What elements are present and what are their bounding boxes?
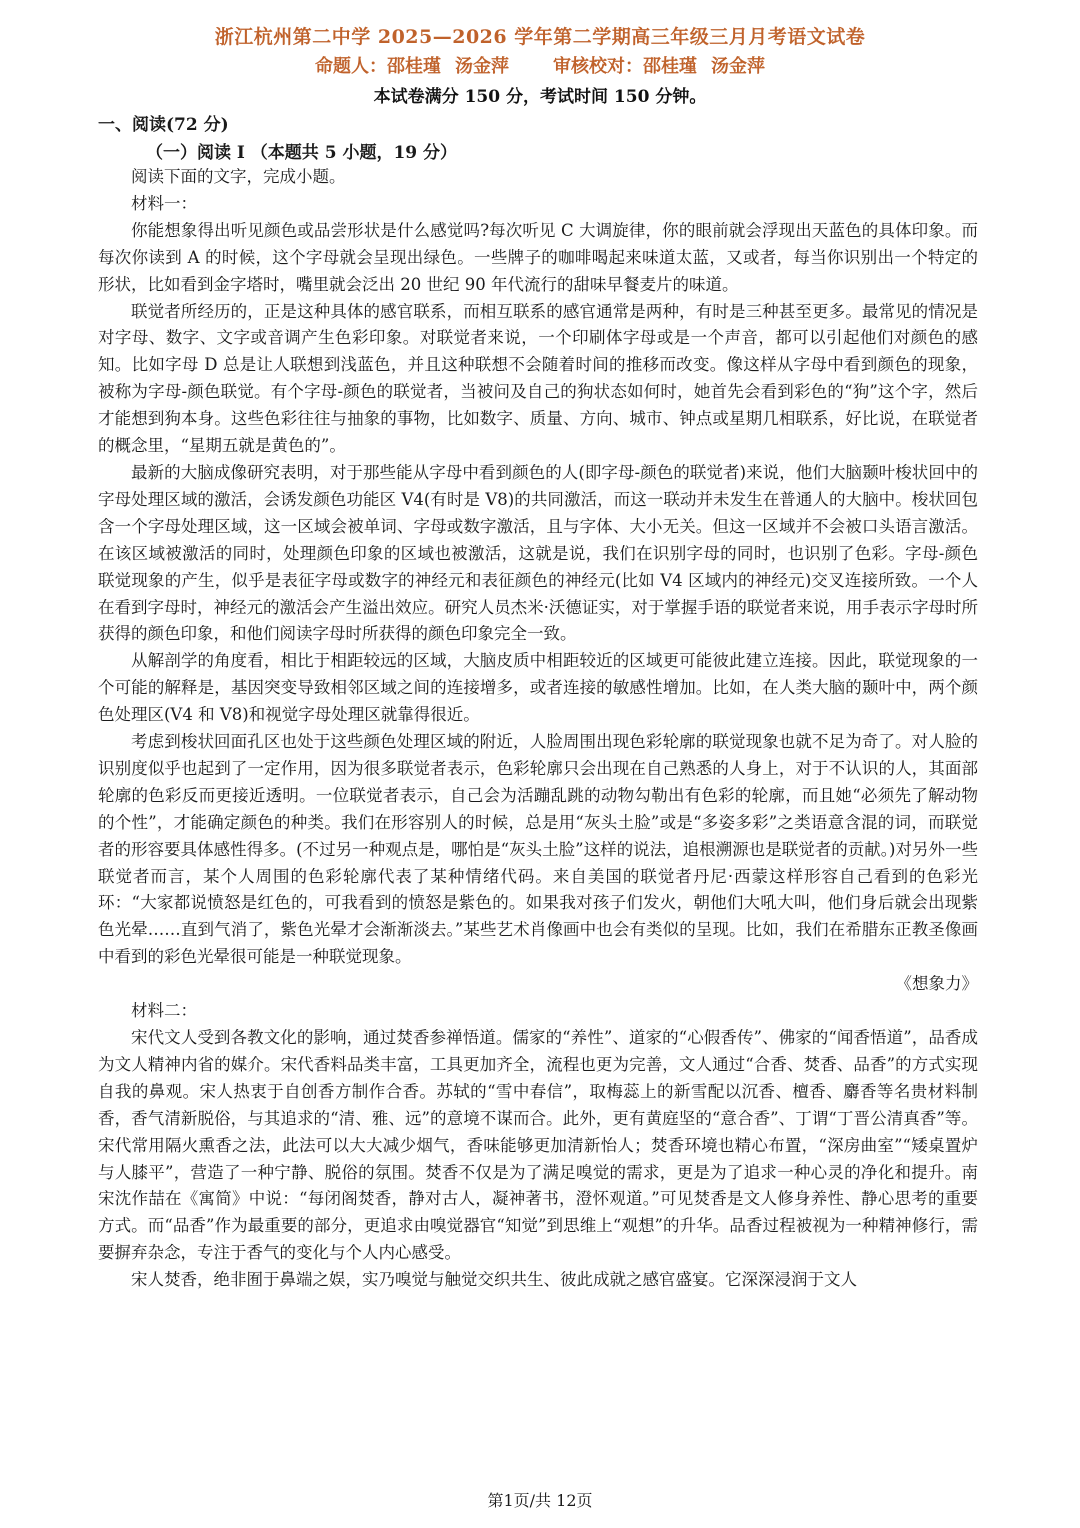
- authors-second: 汤金萍: [455, 56, 509, 77]
- reviewers-label: 审核校对：邵桂瑾: [553, 56, 697, 77]
- material-1-label: 材料一：: [131, 193, 197, 213]
- section-heading: 一、阅读(72 分): [98, 115, 229, 135]
- material-2-label: 材料二：: [131, 1001, 197, 1021]
- material-1-source: 《想象力》: [895, 974, 978, 994]
- page-number: 第1页/共 12页: [487, 1491, 593, 1510]
- material-1-paragraph: 联觉者所经历的，正是这种具体的感官联系，而相互联系的感官通常是两种，有时是三种甚至更多。最常见的情况是对字母、数字、文字或音调产生色彩印象。对联觉者来说，一个印刷体字母或是一个声音，都可以引起他们对颜色的感知。比如字母 D 总是让人联想到浅蓝色，并且这种联想不会随着时间的推移而改变。像这样从字母中看到颜色的现象，被称为字母-颜色联觉。有个字母-颜色的联觉者，当被问及自己的狗状态如何时，她首先会看到彩色的“狗”这个字，然后才能想到狗本身。这些色彩往往与抽象的事物，比如数字、质量、方向、城市、钟点或星期几相联系，好比说，在联觉者的概念里，“星期五就是黄色的”。: [98, 301, 978, 456]
- material-2-paragraph: 宋人焚香，绝非囿于鼻端之娱，实乃嗅觉与触觉交织共生、彼此成就之感官盛宴。它深深浸润于文人: [131, 1270, 857, 1290]
- material-1-paragraph: 考虑到梭状回面孔区也处于这些颜色处理区域的附近，人脸周围出现色彩轮廓的联觉现象也就不足为奇了。对人脸的识别度似乎也起到了一定作用，因为很多联觉者表示，色彩轮廓只会出现在自己熟悉的人身上，对于不认识的人，其面部轮廓的色彩反而更接近透明。一位联觉者表示，自己会为活蹦乱跳的动物勾勒出有色彩的轮廓，而且她“必须先了解动物的个性”，才能确定颜色的种类。我们在形容别人的时候，总是用“灰头土脸”或是“多姿多彩”之类语意含混的词，而联觉者的形容要具体感性得多。(不过另一种观点是，哪怕是“灰头土脸”这样的说法，追根溯源也是联觉者的贡献。)对另外一些联觉者而言，某个人周围的色彩轮廓代表了某种情绪代码。来自美国的联觉者丹尼·西蒙这样形容自己看到的色彩光环：“大家都说愤怒是红色的，可我看到的愤怒是紫色的。如果我对孩子们发火，朝他们大吼大叫，他们身后就会出现紫色光晕……直到气消了，紫色光晕才会渐渐淡去。”某些艺术肖像画中也会有类似的呈现。比如，我们在希腊东正教圣像画中看到的彩色光晕很可能是一种联觉现象。: [98, 732, 978, 967]
- instruction: 阅读下面的文字，完成小题。: [131, 167, 346, 186]
- passage-body: [98, 164, 978, 1294]
- authors-label: 命题人：邵桂瑾: [315, 56, 441, 77]
- material-2-paragraph: 宋代文人受到各教文化的影响，通过焚香参禅悟道。儒家的“养性”、道家的“心假香传”、佛家的“闻香悟道”，品香成为文人精神内省的媒介。宋代香料品类丰富，工具更加齐全，流程也更为完善，文人通过“合香、焚香、品香”的方式实现自我的鼻观。宋人热衷于自创香方制作合香。苏轼的“雪中春信”，取梅蕊上的新雪配以沉香、檀香、麝香等名贵材料制香，香气清新脱俗，与其追求的“清、雅、远”的意境不谋而合。此外，更有黄庭坚的“意合香”、丁谓“丁晋公清真香”等。宋代常用隔火熏香之法，此法可以大大减少烟气，香味能够更加清新怡人；焚香环境也精心布置，“深房曲室”“矮桌置炉与人膝平”，营造了一种宁静、脱俗的氛围。焚香不仅是为了满足嗅觉的需求，更是为了追求一种心灵的净化和提升。南宋沈作喆在《寓简》中说：“每闭阁焚香，静对古人，凝神著书，澄怀观道。”可见焚香是文人修身养性、静心思考的重要方式。而“品香”作为最重要的部分，更追求由嗅觉器官“知觉”到思维上“观想”的升华。品香过程被视为一种精神修行，需要摒弃杂念，专注于香气的变化与个人内心感受。: [98, 1028, 978, 1263]
- exam-info: 本试卷满分 150 分，考试时间 150 分钟。: [373, 87, 707, 107]
- author-line: [0, 52, 1080, 78]
- material-1-paragraph: 从解剖学的角度看，相比于相距较远的区域，大脑皮质中相距较近的区域更可能彼此建立连接。因此，联觉现象的一个可能的解释是，基因突变导致相邻区域之间的连接增多，或者连接的敏感性增加。比如，在人类大脑的颞叶中，两个颜色处理区(V4 和 V8)和视觉字母处理区就靠得很近。: [98, 651, 978, 725]
- reviewers-second: 汤金萍: [711, 56, 765, 77]
- exam-title: 浙江杭州第二中学 2025—2026 学年第二学期高三年级三月月考语文试卷: [214, 26, 866, 48]
- material-1-paragraph: 最新的大脑成像研究表明，对于那些能从字母中看到颜色的人(即字母-颜色的联觉者)来说，他们大脑颞叶梭状回中的字母处理区域的激活，会诱发颜色功能区 V4(有时是 V8)的共同激活，而这一联动并未发生在普通人的大脑中。梭状回包含一个字母处理区域，这一区域会被单词、字母或数字激活，且与字体、大小无关。但这一区域并不会被口头语言激活。在该区域被激活的同时，处理颜色印象的区域也被激活，这就是说，我们在识别字母的同时，也识别了色彩。字母-颜色联觉现象的产生，似乎是表征字母或数字的神经元和表征颜色的神经元(比如 V4 区域内的神经元)交叉连接所致。一个人在看到字母时，神经元的激活会产生溢出效应。研究人员杰米·沃德证实，对于掌握手语的联觉者来说，用手表示字母时所获得的颜色印象，和他们阅读字母时所获得的颜色印象完全一致。: [98, 462, 978, 644]
- section-subheading: （一）阅读 I （本题共 5 小题，19 分）: [146, 143, 458, 163]
- material-1-paragraph: 你能想象得出听见颜色或品尝形状是什么感觉吗?每次听见 C 大调旋律，你的眼前就会浮现出天蓝色的具体印象。而每次你读到 A 的时候，这个字母就会呈现出绿色。一些牌子的咖啡喝起来味道太蓝，又或者，每当你识别出一个特定的形状，比如看到金字塔时，嘴里就会泛出 20 世纪 90 年代流行的甜味早餐麦片的味道。: [98, 220, 978, 294]
